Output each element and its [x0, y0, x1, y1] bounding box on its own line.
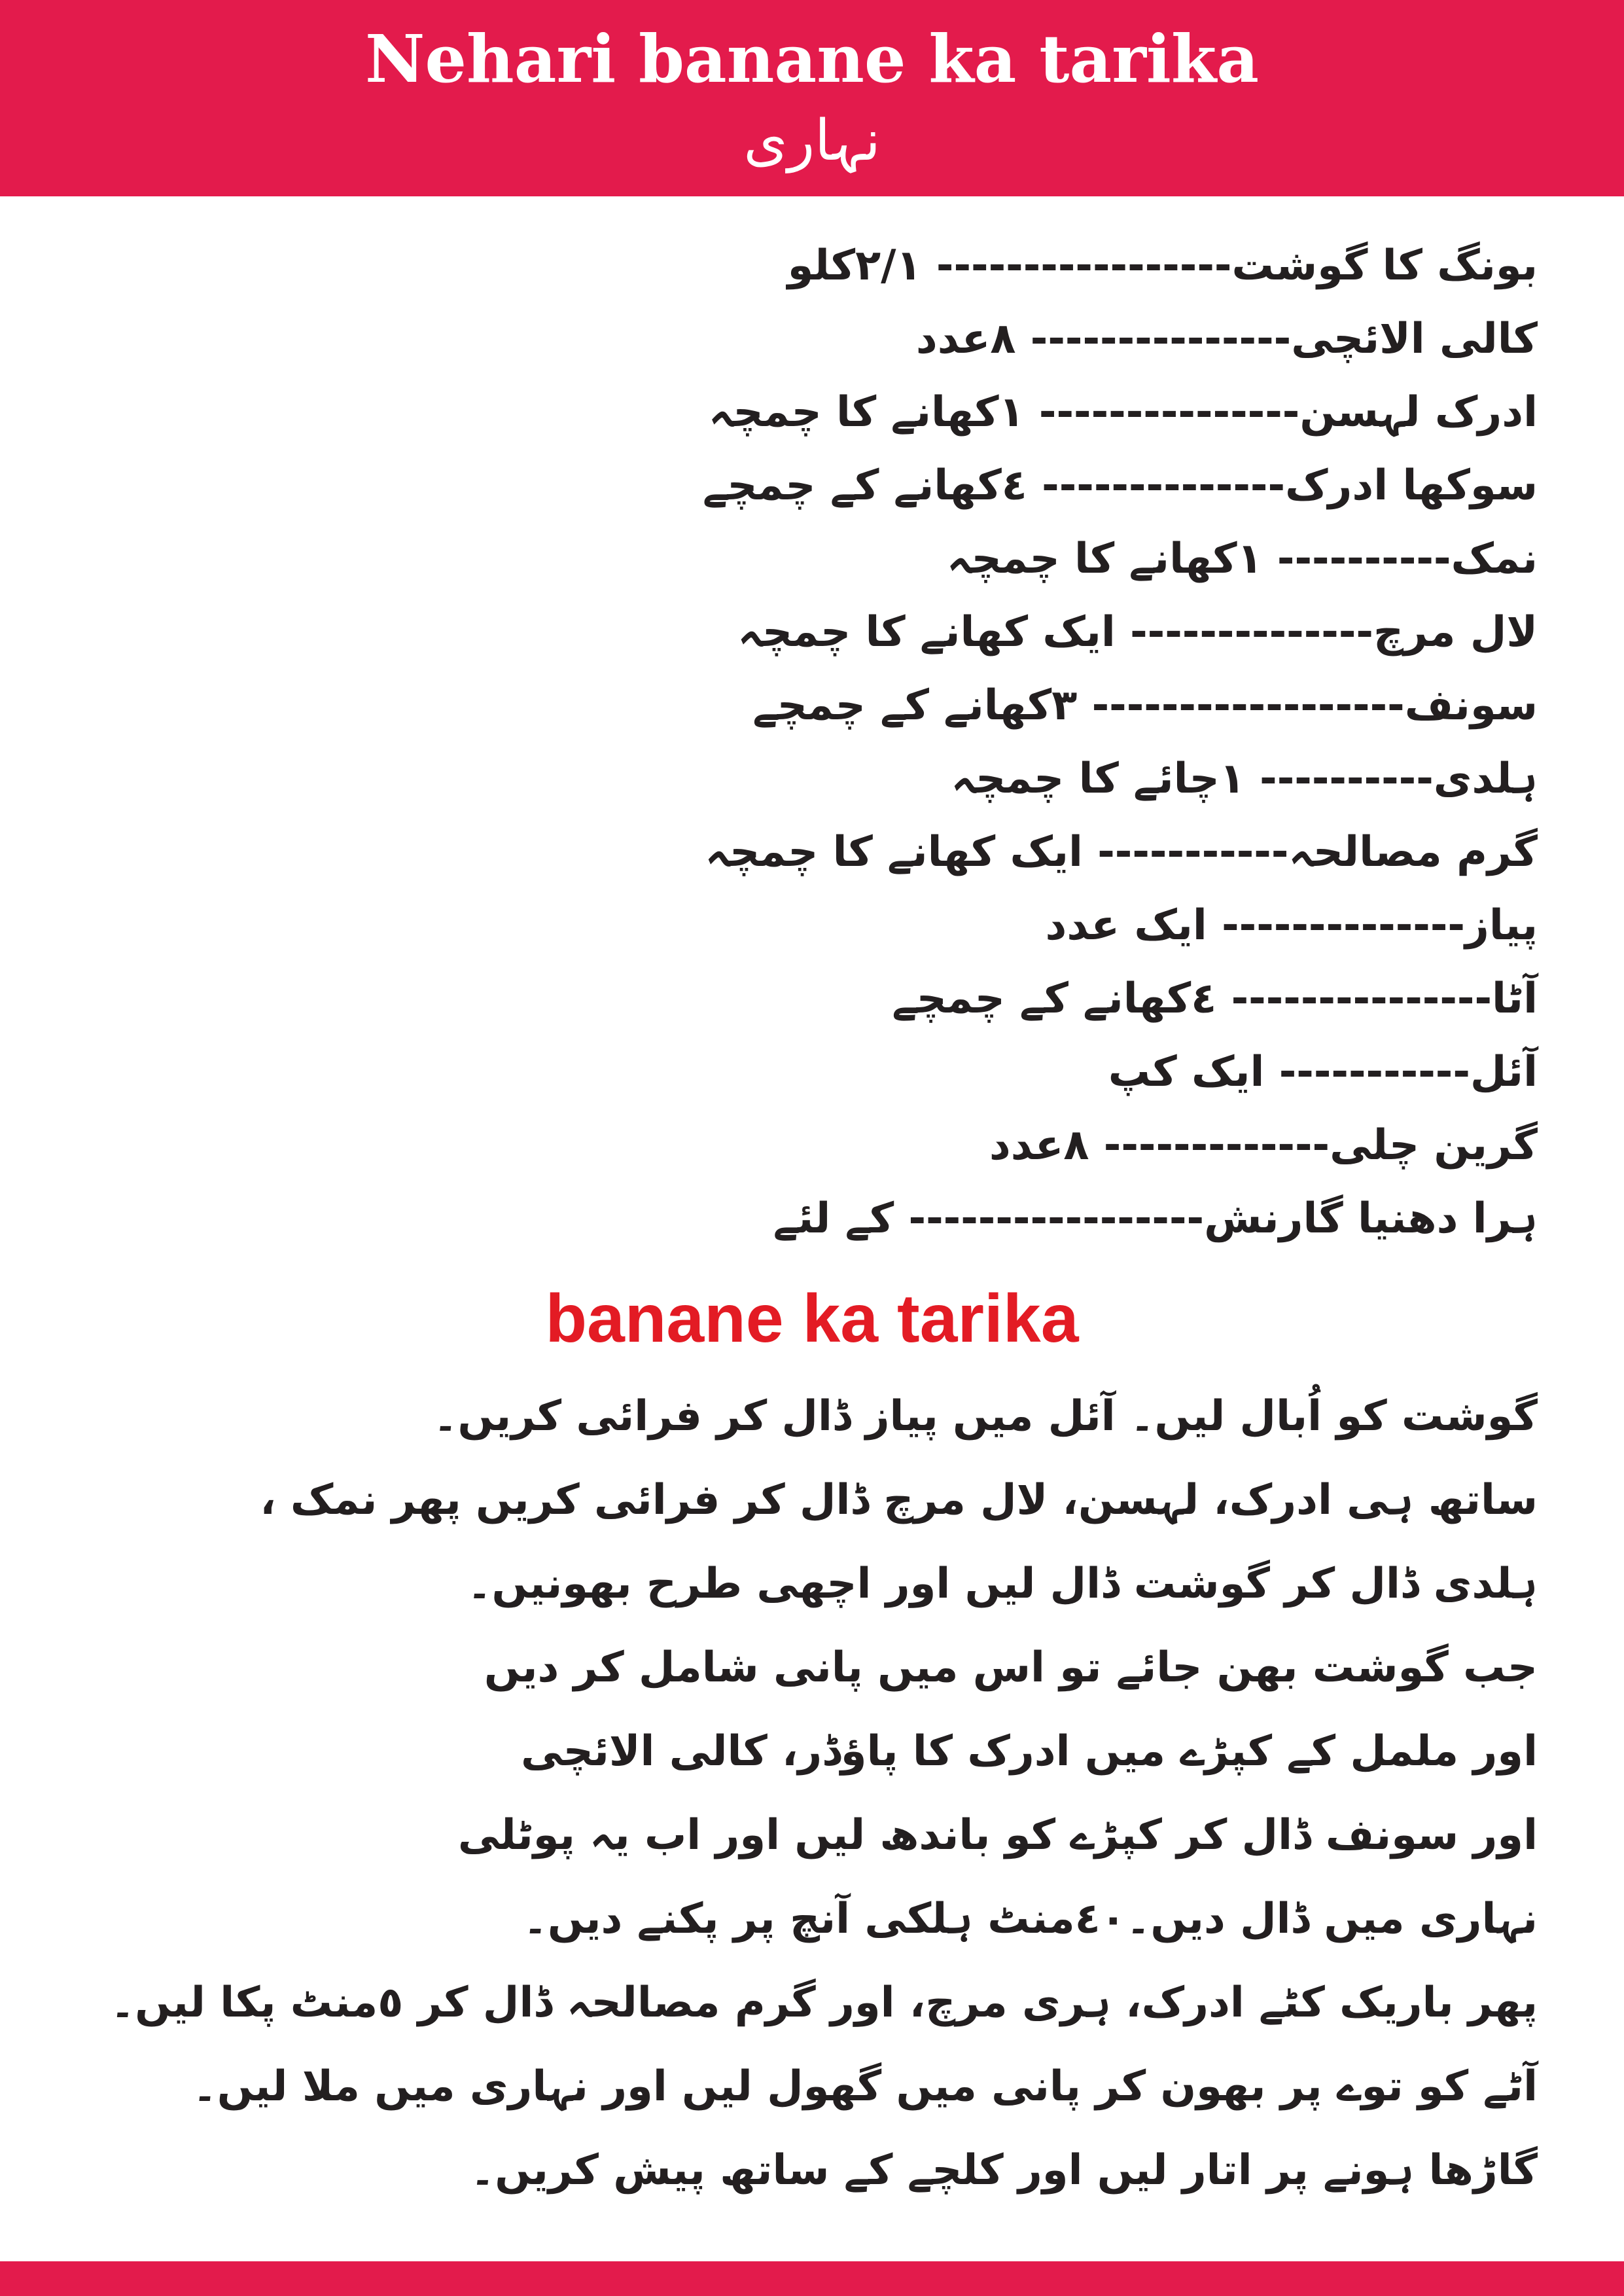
ingredient-quantity: ایک عدد — [1045, 901, 1207, 950]
ingredient-quantity: ۱چائے کا چمچہ — [951, 755, 1245, 803]
ingredient-name: بونگ کا گوشت — [1231, 242, 1538, 290]
ingredient-quantity: ایک کپ — [1108, 1048, 1265, 1096]
ingredient-dashes: ---------- — [1277, 535, 1451, 583]
method-line: گوشت کو اُبال لیں۔ آئل میں پیاز ڈال کر فرائی کریں۔ — [432, 1392, 1538, 1441]
ingredient-quantity: کے لئے — [773, 1194, 894, 1243]
ingredient-dashes: --------------- — [1231, 975, 1492, 1023]
page-title: Nehari banane ka tarika — [364, 20, 1259, 98]
ingredient-row — [65, 302, 1538, 376]
method-line: اور ململ کے کپڑے میں ادرک کا پاؤڈر، کالی الائچی — [520, 1727, 1538, 1776]
ingredient-row — [65, 816, 1538, 889]
ingredient-dashes: ---------- — [1260, 755, 1434, 803]
ingredient-name: گرین چلی — [1330, 1121, 1538, 1170]
ingredient-quantity: ٤کھانے کے چمچے — [892, 975, 1217, 1023]
ingredient-dashes: ------------------ — [1091, 681, 1405, 730]
ingredient-quantity: ۸عدد — [989, 1121, 1089, 1170]
ingredient-name: آئل — [1470, 1048, 1538, 1096]
ingredient-name: پیاز — [1464, 901, 1538, 950]
ingredient-row — [65, 1182, 1538, 1255]
ingredient-dashes: -------------- — [1222, 901, 1465, 950]
ingredient-name: ہرا دھنیا گارنش — [1204, 1194, 1538, 1243]
ingredient-dashes: ----------------- — [908, 1194, 1205, 1243]
ingredient-dashes: -------------- — [1130, 608, 1373, 656]
ingredient-quantity: ۱کھانے کا چمچہ — [709, 388, 1025, 437]
ingredient-row — [65, 1109, 1538, 1182]
page-subtitle: نہاری — [743, 108, 881, 173]
ingredient-row — [65, 1035, 1538, 1109]
footer-bar — [0, 2261, 1624, 2296]
ingredient-row — [65, 596, 1538, 669]
ingredient-dashes: ----------- — [1279, 1048, 1470, 1096]
ingredient-quantity: ۸عدد — [915, 315, 1016, 363]
ingredient-quantity: ایک کھانے کا چمچہ — [705, 828, 1083, 876]
method-line: اور سونف ڈال کر کپڑے کو باندھ لیں اور اب یہ پوٹلی — [457, 1811, 1538, 1859]
ingredient-row — [65, 229, 1538, 302]
ingredient-dashes: ------------- — [1103, 1121, 1330, 1170]
ingredient-row — [65, 376, 1538, 449]
ingredient-dashes: --------------- — [1030, 315, 1292, 363]
method-heading: banane ka tarika — [545, 1281, 1079, 1357]
method-line: آٹے کو توے پر بھون کر پانی میں گھول لیں اور نہاری میں ملا لیں۔ — [192, 2062, 1538, 2111]
ingredient-dashes: -------------- — [1042, 461, 1285, 510]
method-line: پھر باریک کٹے ادرک، ہری مرچ، اور گرم مصالحہ ڈال کر ٥منٹ پکا لیں۔ — [110, 1979, 1538, 2027]
ingredient-row — [65, 889, 1538, 962]
ingredient-dashes: ----------------- — [936, 242, 1232, 290]
ingredient-row — [65, 962, 1538, 1035]
method-line: جب گوشت بھن جائے تو اس میں پانی شامل کر دیں — [484, 1643, 1538, 1692]
ingredient-name: لال مرچ — [1373, 608, 1538, 656]
ingredient-row — [65, 522, 1538, 596]
ingredient-name: سونف — [1404, 681, 1538, 730]
ingredient-row — [65, 669, 1538, 742]
method-line: نہاری میں ڈال دیں۔٤٠منٹ ہلکی آنچ پر پکنے دیں۔ — [523, 1895, 1538, 1943]
ingredient-name: ادرک لہسن — [1299, 388, 1538, 437]
method-line: ساتھ ہی ادرک، لہسن، لال مرچ ڈال کر فرائی کریں پھر نمک ، — [260, 1476, 1538, 1524]
ingredient-name: کالی الائچی — [1291, 315, 1538, 363]
header-banner — [0, 0, 1624, 196]
method-line: گاڑھا ہونے پر اتار لیں اور کلچے کے ساتھ پیش کریں۔ — [470, 2146, 1538, 2195]
method-steps — [33, 1374, 1538, 2212]
ingredient-row — [65, 449, 1538, 522]
ingredient-name: ہلدی — [1433, 755, 1538, 803]
ingredient-dashes: ----------- — [1097, 828, 1289, 876]
ingredient-list — [65, 229, 1538, 1255]
ingredient-quantity: ۱کھانے کا چمچہ — [947, 535, 1263, 583]
ingredient-name: سوکھا ادرک — [1285, 461, 1538, 510]
ingredient-quantity: ۲/۱کلو — [787, 242, 922, 290]
ingredient-name: آٹا — [1492, 975, 1538, 1023]
method-line: ہلدی ڈال کر گوشت ڈال لیں اور اچھی طرح بھونیں۔ — [467, 1560, 1538, 1608]
ingredient-quantity: ۳کھانے کے چمچے — [752, 681, 1078, 730]
ingredient-name: گرم مصالحہ — [1288, 828, 1538, 876]
ingredient-name: نمک — [1451, 535, 1538, 583]
ingredient-quantity: ایک کھانے کا چمچہ — [737, 608, 1116, 656]
ingredient-row — [65, 742, 1538, 816]
ingredient-quantity: ٤کھانے کے چمچے — [702, 461, 1027, 510]
ingredient-dashes: --------------- — [1038, 388, 1300, 437]
